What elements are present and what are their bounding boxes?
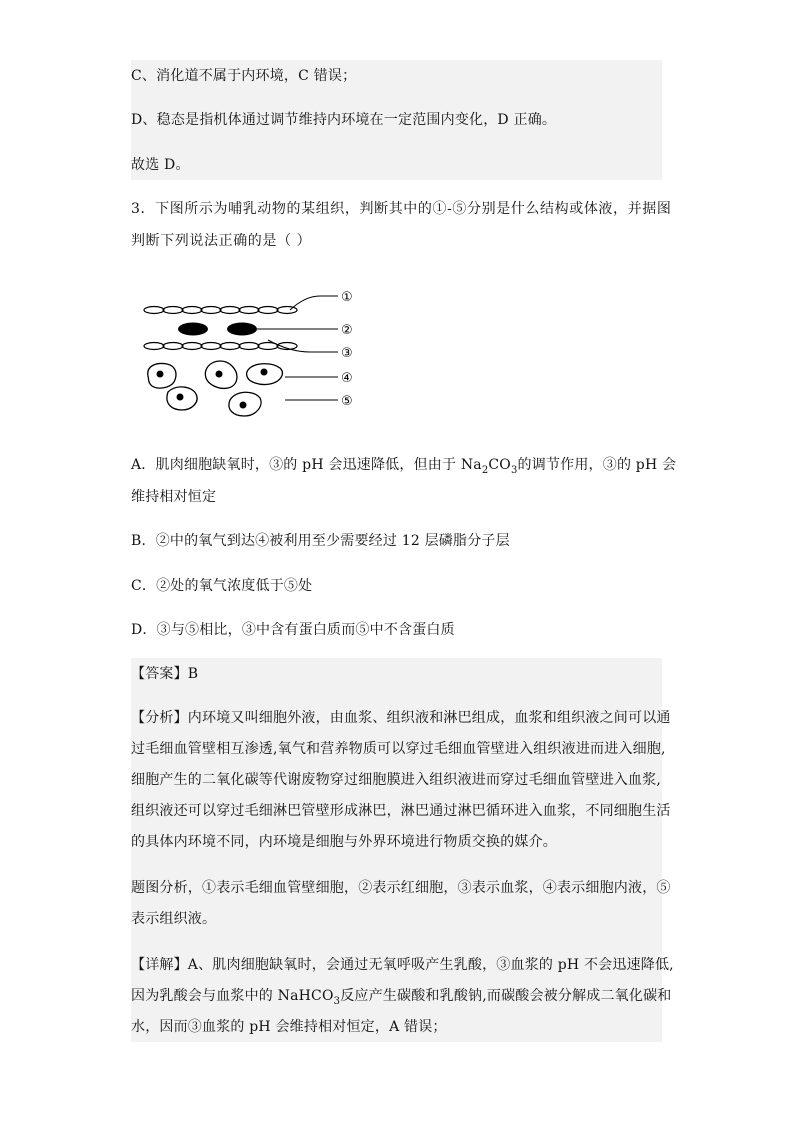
figure-label-3: ③: [341, 346, 353, 361]
d-explanation: D、稳态是指机体通过调节维持内环境在一定范围内变化，D 正确。: [131, 112, 557, 128]
figure-label-1: ①: [341, 290, 353, 305]
answer-line: 【答案】B: [131, 666, 199, 682]
figure-label-5: ⑤: [341, 394, 353, 409]
analysis-line-4: 组织液还可以穿过毛细淋巴管壁形成淋巴，淋巴通过淋巴循环进入血浆，不同细胞生活: [131, 803, 671, 819]
capillary-wall-top: [144, 307, 297, 314]
detail-line-3: 水，因而③血浆的 pH 会维持相对恒定，A 错误；: [131, 1019, 447, 1035]
figure-analysis-line-1: 题图分析，①表示毛细血管壁细胞，②表示红细胞，③表示血浆，④表示细胞内液，⑤: [131, 880, 671, 896]
figure-label-2: ②: [341, 323, 353, 338]
option-c: C．②处的氧气浓度低于⑤处: [131, 578, 313, 594]
detail-line-1: 【详解】A、肌肉细胞缺氧时，会通过无氧呼吸产生乳酸，③血浆的 pH 不会迅速降低,: [131, 957, 674, 973]
question-stem-line1: 3．下图所示为哺乳动物的某组织，判断其中的①-⑤分别是什么结构或体液，并据图: [131, 201, 672, 217]
analysis-line-2: 过毛细血管壁相互渗透,氧气和营养物质可以穿过毛细血管壁进入组织液进而进入细胞,: [131, 741, 666, 757]
figure-labels: [341, 290, 353, 409]
analysis-line-1: 【分析】内环境又叫细胞外液，由血浆、组织液和淋巴组成，血浆和组织液之间可以通: [131, 710, 671, 726]
choice-conclusion: 故选 D。: [131, 157, 190, 173]
c-explanation: C、消化道不属于内环境，C 错误；: [131, 68, 357, 84]
analysis-line-3: 细胞产生的二氧化碳等代谢废物穿过细胞膜进入组织液进而穿过毛细血管壁进入血浆,: [131, 772, 662, 788]
figure-label-4: ④: [341, 371, 353, 386]
option-b: B．②中的氧气到达④被利用至少需要经过 12 层磷脂分子层: [131, 533, 510, 549]
option-d: D．③与⑤相比，③中含有蛋白质而⑤中不含蛋白质: [131, 622, 455, 638]
tissue-diagram: [140, 282, 380, 422]
analysis-line-5: 的具体内环境不同，内环境是细胞与外界环境进行物质交换的媒介。: [131, 834, 557, 850]
figure-analysis-line-2: 表示组织液。: [131, 911, 217, 927]
option-a-line2: 维持相对恒定: [131, 489, 217, 505]
question-stem-line2: 判断下列说法正确的是（ ）: [131, 233, 312, 249]
option-a: A．肌肉细胞缺氧时，③的 pH 会迅速降低，但由于 $Na_2CO_3$的调节作用，③的 pH 会: [131, 457, 677, 476]
red-blood-cells: [178, 323, 257, 336]
detail-line-2: 因为乳酸会与血浆中的 NaHCO$_3$反应产生碳酸和乳酸钠,而碳酸会被分解成二氧化碳和: [131, 988, 672, 1007]
